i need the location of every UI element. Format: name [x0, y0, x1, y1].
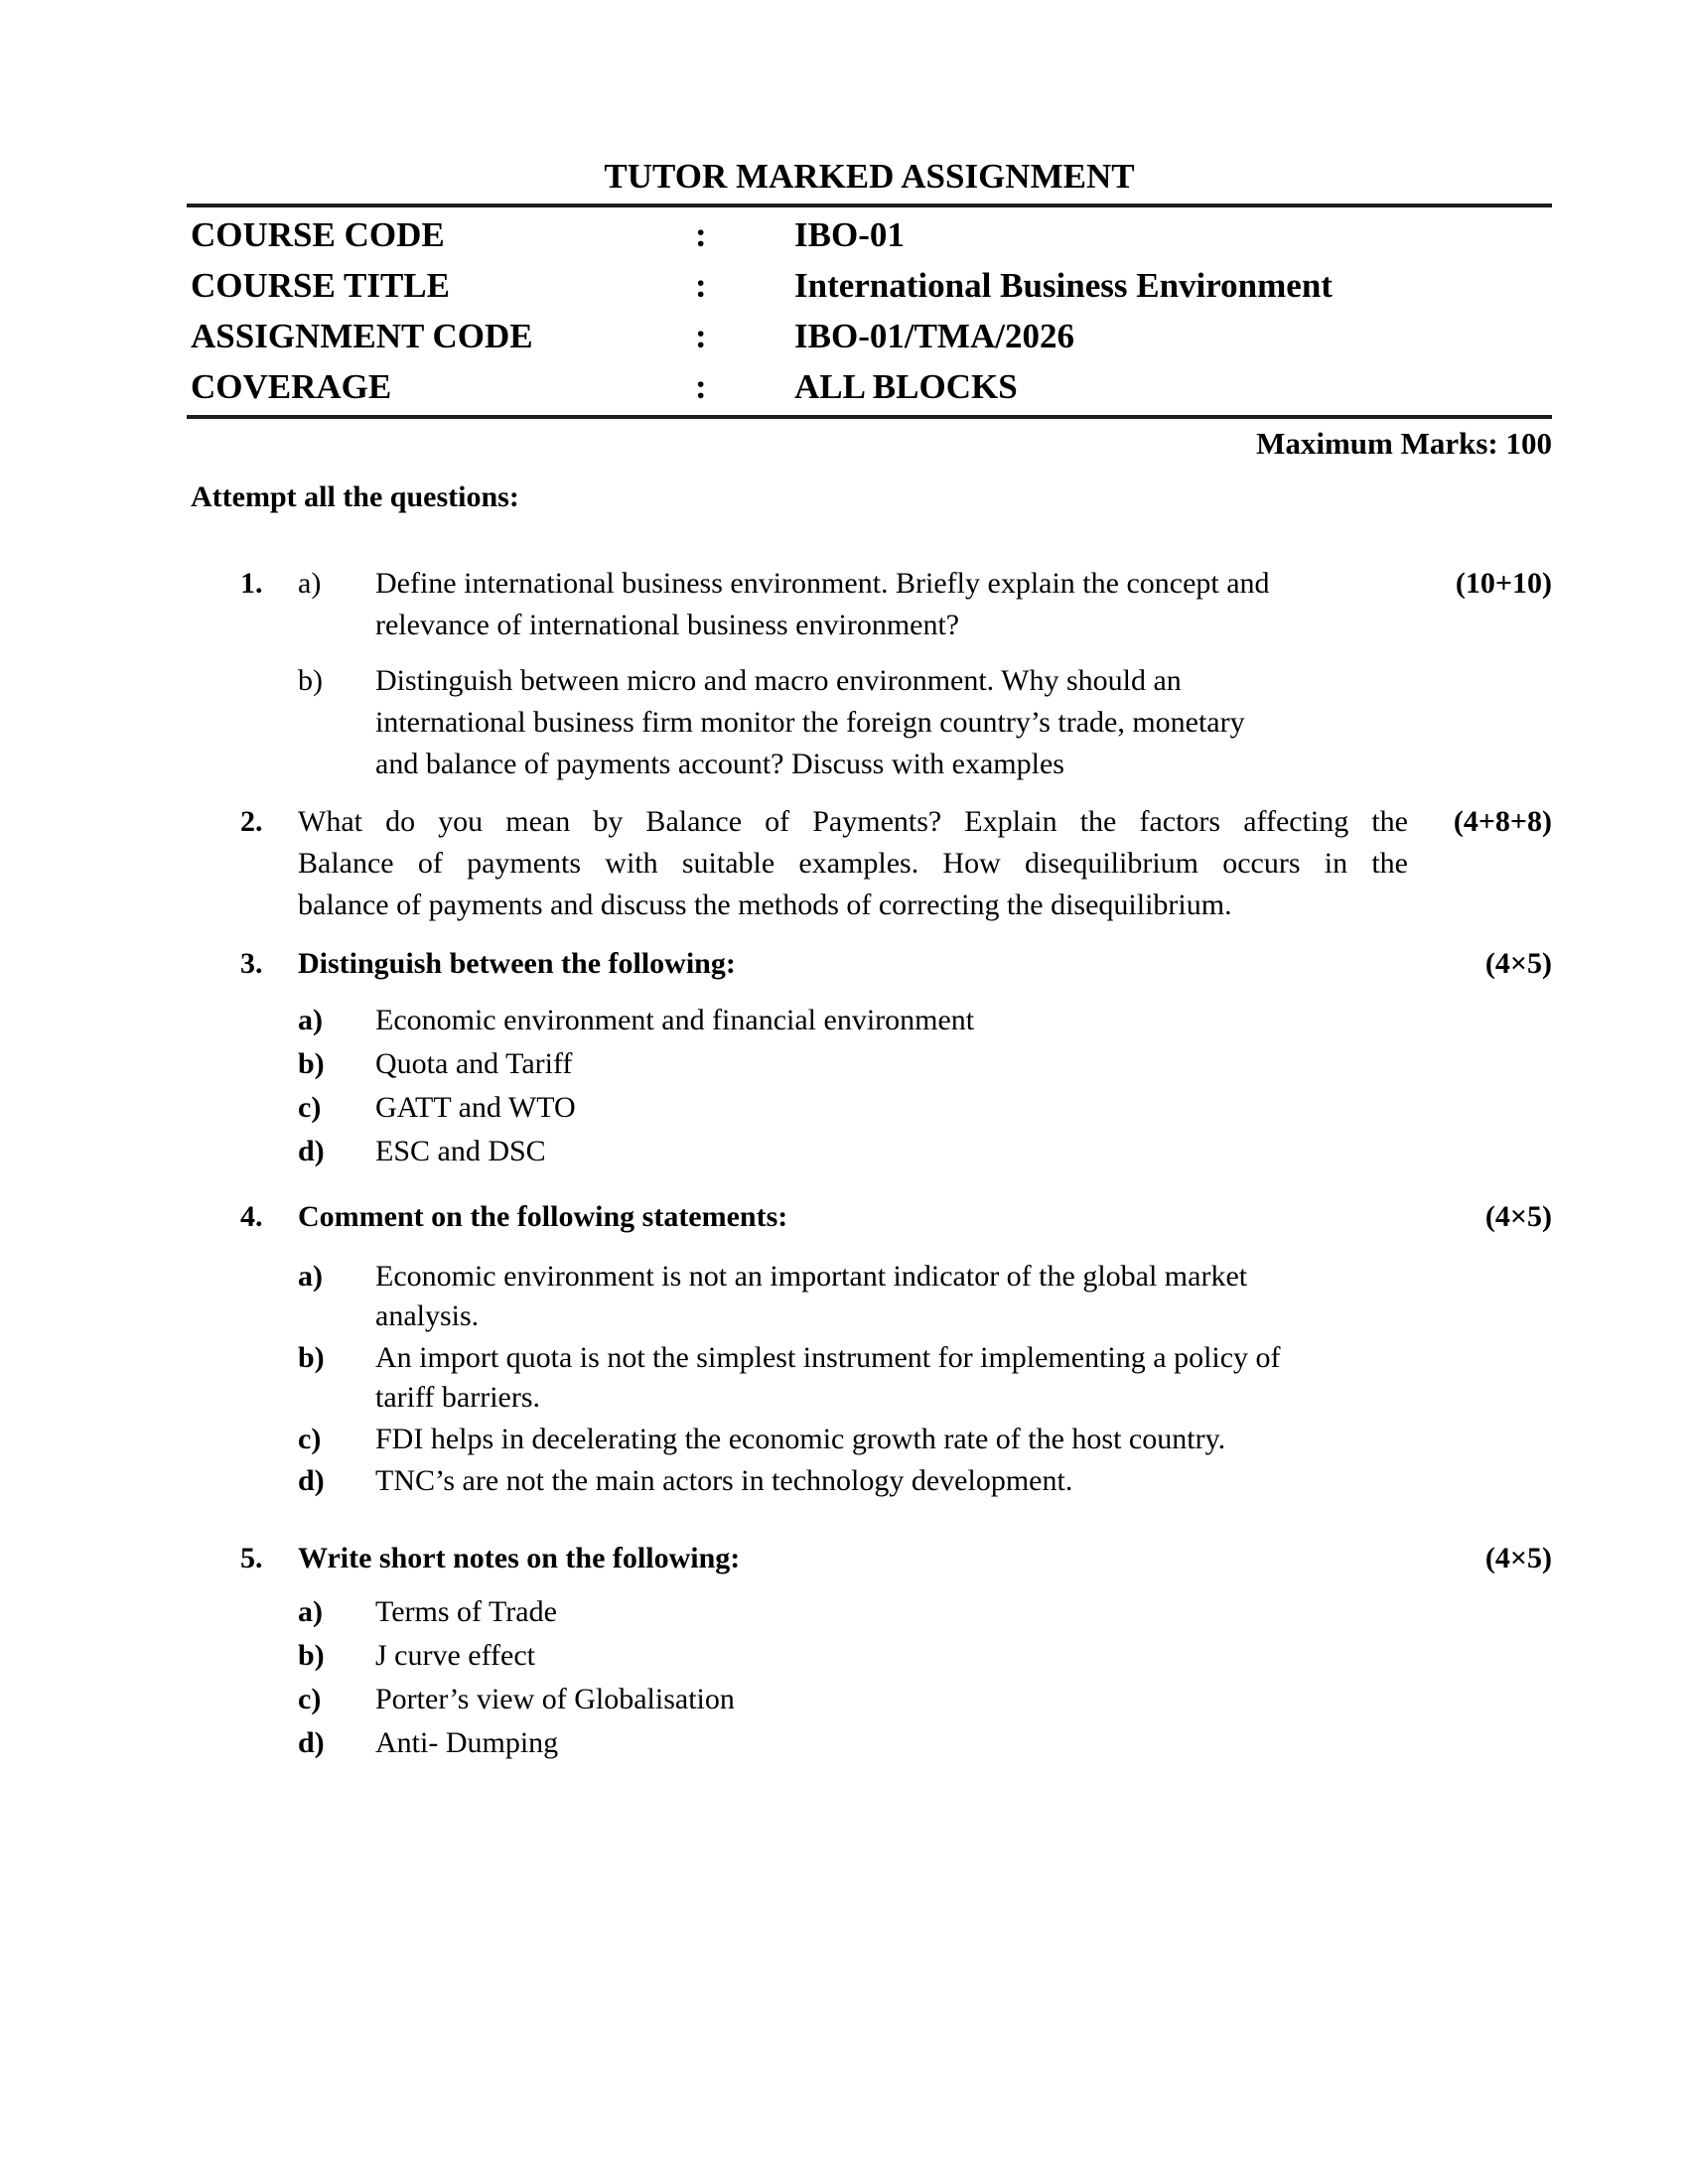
question-5d — [298, 1721, 1408, 1765]
question-4-items — [298, 1257, 1408, 1501]
question-4d-label: d) — [298, 1464, 325, 1497]
question-3b-text: Quota and Tariff — [375, 1047, 573, 1080]
assignment-code-colon: : — [695, 317, 707, 355]
question-5b-text: J curve effect — [375, 1639, 536, 1672]
question-1a-text — [375, 563, 1408, 646]
question-3-number: 3. — [240, 947, 263, 980]
question-2 — [187, 801, 1552, 926]
question-5b-label: b) — [298, 1639, 325, 1672]
question-5-body — [298, 1538, 1408, 1765]
question-4a-line-1: Economic environment is not an important indicator of the global market — [375, 1260, 1248, 1293]
question-5-items — [298, 1590, 1408, 1765]
question-3b-label: b) — [298, 1047, 325, 1080]
coverage-colon: : — [695, 367, 707, 406]
question-1b-line-3: and balance of payments account? Discuss with examples — [375, 748, 1064, 780]
question-3c — [298, 1086, 1408, 1130]
question-1a — [298, 563, 1408, 646]
course-title-value: International Business Environment — [794, 266, 1333, 305]
assignment-code-label: ASSIGNMENT CODE — [191, 317, 533, 355]
course-code-row — [187, 209, 1552, 260]
question-2-line-3: balance of payments and discuss the methods of correcting the disequilibrium. — [298, 888, 1232, 921]
question-4a-line-2: analysis. — [375, 1299, 480, 1332]
question-1b-text — [375, 660, 1408, 785]
question-5c-label: c) — [298, 1683, 322, 1715]
question-5-marks: (4×5) — [1484, 1542, 1552, 1574]
question-5c-text: Porter’s view of Globalisation — [375, 1683, 735, 1715]
question-5-heading: Write short notes on the following: — [298, 1542, 741, 1574]
question-3 — [187, 943, 1552, 1173]
course-title-label: COURSE TITLE — [191, 266, 450, 305]
question-3-body — [298, 943, 1408, 1173]
question-4a-label: a) — [298, 1260, 323, 1293]
document-title: TUTOR MARKED ASSIGNMENT — [604, 157, 1135, 196]
coverage-value: ALL BLOCKS — [794, 367, 1018, 406]
question-1 — [187, 563, 1552, 785]
question-4-heading: Comment on the following statements: — [298, 1200, 788, 1233]
question-5-number: 5. — [240, 1542, 263, 1574]
question-1b — [298, 660, 1408, 785]
question-3-marks: (4×5) — [1484, 947, 1552, 980]
assignment-code-value: IBO-01/TMA/2026 — [794, 317, 1074, 355]
question-1-body — [298, 563, 1408, 785]
question-4c-text: FDI helps in decelerating the economic growth rate of the host country. — [375, 1423, 1226, 1455]
question-3c-label: c) — [298, 1091, 322, 1124]
course-code-label: COURSE CODE — [191, 215, 445, 254]
question-3d — [298, 1130, 1408, 1173]
question-4b-line-2: tariff barriers. — [375, 1381, 541, 1414]
question-5a-text: Terms of Trade — [375, 1595, 557, 1628]
questions-list — [187, 563, 1552, 1765]
question-4 — [187, 1196, 1552, 1503]
header-bottom-rule — [187, 415, 1552, 419]
course-title-colon: : — [695, 266, 707, 305]
question-1a-label: a) — [298, 567, 322, 600]
maximum-marks: Maximum Marks: 100 — [1256, 426, 1552, 461]
question-3a-text: Economic environment and financial environment — [375, 1004, 975, 1036]
question-1b-line-1: Distinguish between micro and macro environment. Why should an — [375, 664, 1182, 697]
question-3b — [298, 1042, 1408, 1086]
coverage-label: COVERAGE — [191, 367, 392, 406]
question-5a-label: a) — [298, 1595, 323, 1628]
question-3c-text: GATT and WTO — [375, 1091, 576, 1124]
question-4c-label: c) — [298, 1423, 322, 1455]
question-5d-text: Anti- Dumping — [375, 1726, 559, 1759]
question-2-line-1: What do you mean by Balance of Payments? Explain the factors affecting the — [298, 805, 1408, 838]
question-3a — [298, 999, 1408, 1042]
question-4a — [298, 1257, 1408, 1336]
question-4-number: 4. — [240, 1200, 263, 1233]
question-3-heading: Distinguish between the following: — [298, 947, 736, 980]
question-2-number: 2. — [240, 805, 263, 838]
question-5d-label: d) — [298, 1726, 325, 1759]
question-4c — [298, 1420, 1408, 1459]
course-code-value: IBO-01 — [794, 215, 905, 254]
question-4-body — [298, 1196, 1408, 1503]
question-1-marks: (10+10) — [1455, 567, 1552, 600]
question-4a-text — [375, 1257, 1408, 1336]
coverage-row — [187, 361, 1552, 412]
question-4-marks: (4×5) — [1484, 1200, 1552, 1233]
question-4b-label: b) — [298, 1341, 325, 1374]
question-3d-label: d) — [298, 1135, 325, 1167]
question-2-body — [298, 801, 1408, 926]
question-4b — [298, 1338, 1408, 1418]
question-5a — [298, 1590, 1408, 1634]
question-3a-label: a) — [298, 1004, 323, 1036]
course-info-table — [187, 207, 1552, 412]
question-1b-line-2: international business firm monitor the foreign country’s trade, monetary — [375, 706, 1245, 739]
question-5b — [298, 1634, 1408, 1678]
question-1-number: 1. — [240, 567, 263, 600]
question-1b-label: b) — [298, 664, 323, 697]
assignment-code-row — [187, 311, 1552, 361]
attempt-instruction: Attempt all the questions: — [191, 480, 519, 513]
question-5 — [187, 1538, 1552, 1765]
course-title-row — [187, 260, 1552, 311]
question-4d — [298, 1461, 1408, 1501]
question-1a-line-1: Define international business environment. Briefly explain the concept and — [375, 567, 1270, 600]
question-5c — [298, 1678, 1408, 1721]
question-2-line-2: Balance of payments with suitable examples. How disequilibrium occurs in the — [298, 847, 1408, 880]
question-2-marks: (4+8+8) — [1453, 805, 1552, 838]
question-4b-line-1: An import quota is not the simplest instrument for implementing a policy of — [375, 1341, 1281, 1374]
question-4b-text — [375, 1338, 1408, 1418]
question-3d-text: ESC and DSC — [375, 1135, 546, 1167]
course-code-colon: : — [695, 215, 707, 254]
question-1a-line-2: relevance of international business environment? — [375, 609, 960, 641]
question-4d-text: TNC’s are not the main actors in technology development. — [375, 1464, 1073, 1497]
question-3-items — [298, 999, 1408, 1173]
